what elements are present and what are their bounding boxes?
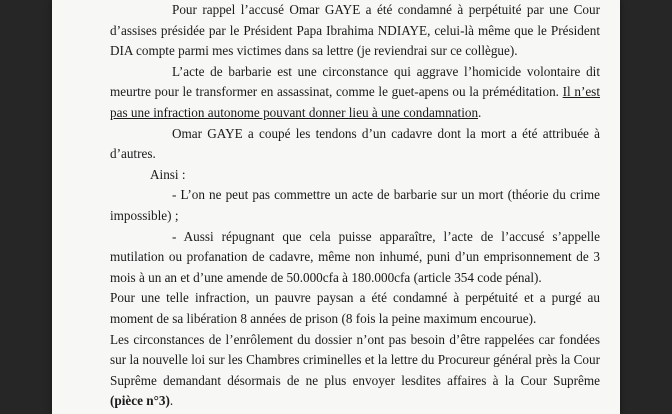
paragraph-barbarie-text: L’acte de barbarie est une circonstance qui aggrave l’homicide volontaire dit meurtre pour le transformer en assassinat, comme le guet-apens ou la préméditation. (110, 63, 600, 100)
document-body (110, 0, 600, 412)
underlined-statement: Il n’est pas une infraction autonome pouvant donner lieu à une condamnation (110, 84, 600, 120)
paragraph-barbarie (110, 62, 600, 124)
paragraph-ainsi: Ainsi : (150, 166, 186, 182)
paragraph-enrolement (110, 330, 600, 412)
paragraph-enrolement-end: . (169, 393, 174, 409)
paragraph-paysan: Pour une telle infraction, un pauvre paysan a été condamné à perpétuité et a purgé au moment de sa libération 8 années de prison (8 fois la peine maximum encourue). (110, 290, 600, 326)
photo-frame-left (0, 0, 52, 414)
paragraph-barbarie-end: . (478, 104, 482, 120)
list-item-mutilation: - Aussi répugnant que cela puisse apparaître, l’acte de l’accusé s’appelle mutilation ou profanation de cadavre, même non inhumé, puni d’un emprisonnement de 3 mois à un an et d’une amende de 50.000cfa à 180.000cfa (article 354 code pénal). (110, 228, 600, 285)
paragraph-rappel: Pour rappel l’accusé Omar GAYE a été condamné à perpétuité par une Cour d’assises présidée par le Président Papa Ibrahima NDIAYE, celui-là même que le Président DIA compte parmi mes victimes dans sa lettre (je reviendrai sur ce collègue). (110, 2, 600, 59)
paragraph-tendons: Omar GAYE a coupé les tendons d’un cadavre dont la mort a été attribuée à d’autres. (110, 125, 600, 162)
photo-frame-right (620, 0, 672, 414)
paragraph-enrolement-text: Les circonstances de l’enrôlement du dossier n’ont pas besoin d’être rappelées car fondées sur la nouvelle loi sur les Chambres criminelles et la lettre du Procureur général près la Cour Suprême demandant désormais de ne plus envoyer lesdites affaires à la Cour Suprême (110, 331, 600, 388)
list-item-crime-impossible: - L’on ne peut pas commettre un acte de barbarie sur un mort (théorie du crime impossible) ; (110, 187, 600, 223)
piece-reference: (pièce n°3) (110, 393, 170, 409)
document-page (52, 0, 620, 414)
